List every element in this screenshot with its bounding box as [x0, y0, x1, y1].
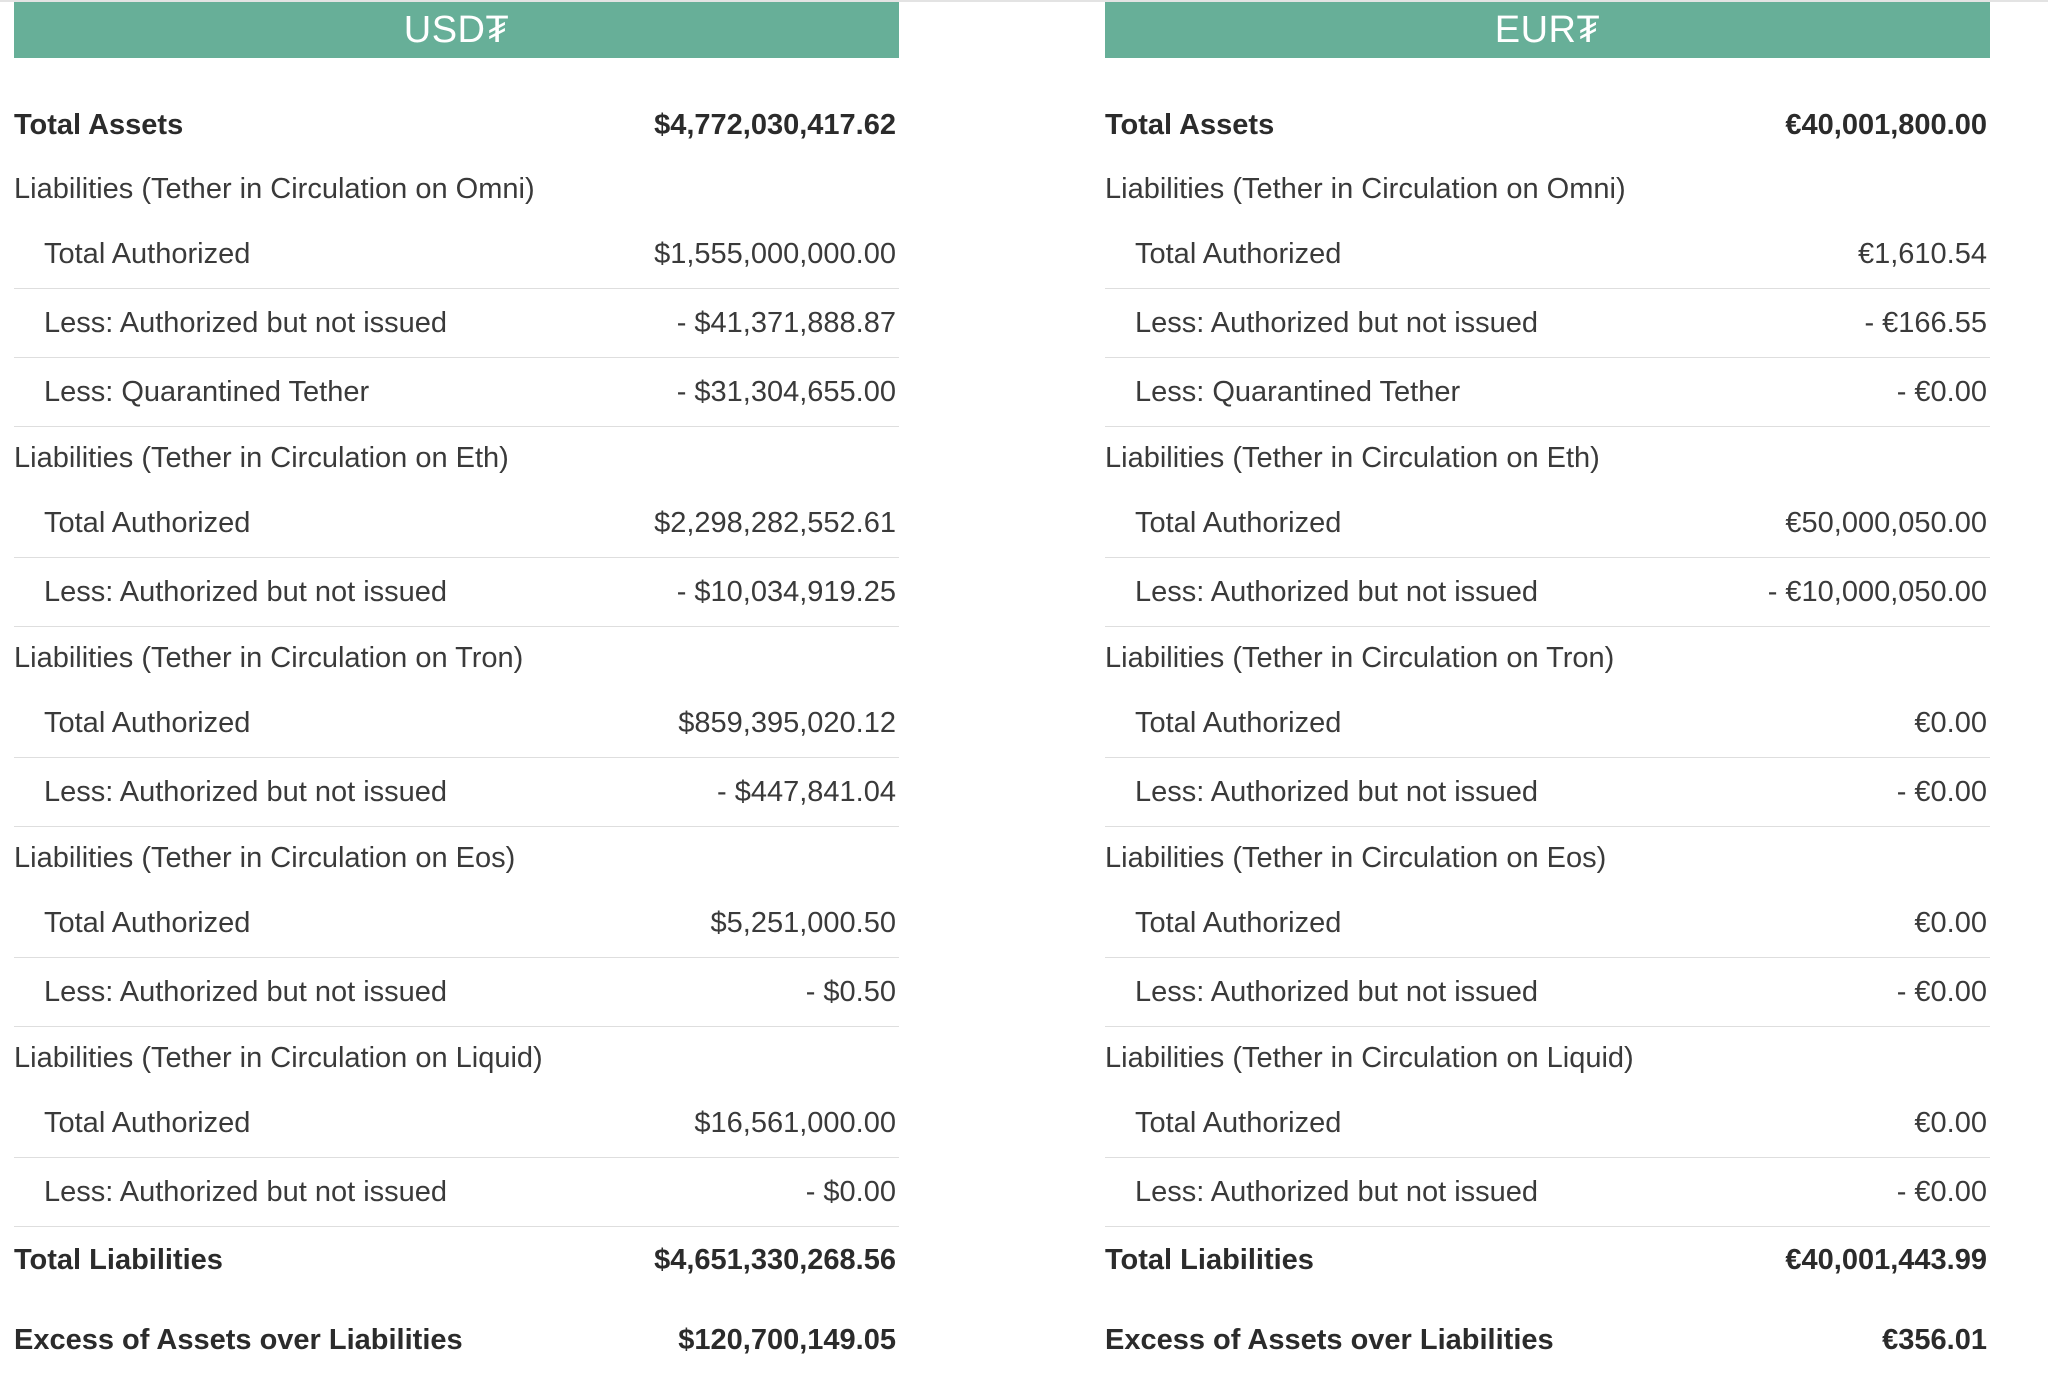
liability-row	[14, 1158, 899, 1227]
row-value: €50,000,050.00	[1785, 506, 1987, 539]
section-heading	[1105, 627, 1990, 689]
row-value: $16,561,000.00	[694, 1106, 896, 1139]
row-label: Total Authorized	[1135, 506, 1342, 539]
section-title: Liabilities (Tether in Circulation on Omni)	[14, 172, 535, 205]
row-value: €0.00	[1914, 1106, 1987, 1139]
row-value: €40,001,443.99	[1785, 1243, 1987, 1276]
section-title: Liabilities (Tether in Circulation on Eth)	[14, 441, 509, 474]
row-value: $859,395,020.12	[678, 706, 896, 739]
row-label: Excess of Assets over Liabilities	[1105, 1323, 1554, 1356]
row-value: $2,298,282,552.61	[654, 506, 896, 539]
liability-row	[1105, 889, 1990, 958]
row-label: Total Authorized	[44, 237, 251, 270]
liability-row	[1105, 489, 1990, 558]
section-title: Liabilities (Tether in Circulation on Liquid)	[14, 1041, 543, 1074]
liability-row	[14, 489, 899, 558]
row-label: Less: Authorized but not issued	[1135, 775, 1539, 808]
row-label: Less: Authorized but not issued	[1135, 575, 1539, 608]
section-heading	[1105, 827, 1990, 889]
section-heading	[14, 827, 899, 889]
liability-row	[1105, 1089, 1990, 1158]
row-label: Less: Authorized but not issued	[44, 306, 448, 339]
row-label: Total Authorized	[44, 506, 251, 539]
panel-header: EUR₮	[1105, 2, 1990, 58]
liability-row	[14, 689, 899, 758]
row-value: - $0.50	[805, 975, 896, 1008]
section-heading	[14, 158, 899, 220]
row-label: Total Authorized	[44, 1106, 251, 1139]
row-label: Less: Authorized but not issued	[44, 775, 448, 808]
eurt-panel	[1105, 2, 1990, 1375]
total-assets-row	[1105, 92, 1990, 158]
row-label: Total Authorized	[1135, 237, 1342, 270]
section-title: Liabilities (Tether in Circulation on Liquid)	[1105, 1041, 1634, 1074]
row-value: - €0.00	[1896, 1175, 1987, 1208]
section-title: Liabilities (Tether in Circulation on Eos)	[14, 841, 516, 874]
row-value: $4,772,030,417.62	[654, 108, 896, 141]
section-heading	[14, 627, 899, 689]
row-label: Less: Authorized but not issued	[1135, 975, 1539, 1008]
row-label: Excess of Assets over Liabilities	[14, 1323, 463, 1356]
row-label: Total Authorized	[1135, 1106, 1342, 1139]
usdt-panel	[14, 2, 899, 1375]
total-assets-row	[14, 92, 899, 158]
row-label: Total Liabilities	[14, 1243, 223, 1276]
row-value: $1,555,000,000.00	[654, 237, 896, 270]
row-value: $4,651,330,268.56	[654, 1243, 896, 1276]
section-title: Liabilities (Tether in Circulation on Omni)	[1105, 172, 1626, 205]
liability-row	[1105, 1158, 1990, 1227]
section-heading	[14, 427, 899, 489]
row-label: Less: Authorized but not issued	[44, 575, 448, 608]
liability-row	[14, 358, 899, 427]
panel-header: USD₮	[14, 2, 899, 58]
row-label: Total Assets	[1105, 108, 1275, 141]
section-heading	[1105, 1027, 1990, 1089]
liability-row	[14, 1089, 899, 1158]
liability-row	[14, 220, 899, 289]
liability-row	[1105, 558, 1990, 627]
row-value: $120,700,149.05	[678, 1323, 896, 1356]
section-title: Liabilities (Tether in Circulation on Eos)	[1105, 841, 1607, 874]
section-heading	[14, 1027, 899, 1089]
liability-row	[1105, 358, 1990, 427]
row-label: Total Authorized	[1135, 906, 1342, 939]
row-label: Total Authorized	[44, 906, 251, 939]
liability-row	[1105, 758, 1990, 827]
section-title: Liabilities (Tether in Circulation on Eth)	[1105, 441, 1600, 474]
liability-row	[1105, 958, 1990, 1027]
row-value: €356.01	[1882, 1323, 1987, 1356]
row-value: - $41,371,888.87	[676, 306, 896, 339]
row-value: - $447,841.04	[717, 775, 896, 808]
row-label: Less: Authorized but not issued	[1135, 1175, 1539, 1208]
total-liabilities-row	[14, 1227, 899, 1293]
row-label: Less: Quarantined Tether	[44, 375, 370, 408]
row-label: Total Assets	[14, 108, 184, 141]
row-value: - $31,304,655.00	[676, 375, 896, 408]
row-value: €0.00	[1914, 906, 1987, 939]
row-value: - €10,000,050.00	[1767, 575, 1987, 608]
row-value: - $0.00	[805, 1175, 896, 1208]
liability-row	[14, 558, 899, 627]
liability-row	[1105, 689, 1990, 758]
excess-row	[14, 1305, 899, 1375]
row-value: €1,610.54	[1857, 237, 1987, 270]
section-title: Liabilities (Tether in Circulation on Tron)	[14, 641, 524, 674]
row-value: €40,001,800.00	[1785, 108, 1987, 141]
row-value: $5,251,000.50	[710, 906, 896, 939]
liability-row	[1105, 289, 1990, 358]
section-title: Liabilities (Tether in Circulation on Tron)	[1105, 641, 1615, 674]
liability-row	[14, 958, 899, 1027]
row-label: Less: Authorized but not issued	[44, 975, 448, 1008]
row-label: Less: Authorized but not issued	[1135, 306, 1539, 339]
row-value: - €0.00	[1896, 775, 1987, 808]
row-value: - $10,034,919.25	[676, 575, 896, 608]
row-label: Total Authorized	[44, 706, 251, 739]
row-label: Less: Authorized but not issued	[44, 1175, 448, 1208]
liability-row	[14, 889, 899, 958]
section-heading	[1105, 158, 1990, 220]
total-liabilities-row	[1105, 1227, 1990, 1293]
section-heading	[1105, 427, 1990, 489]
row-value: €0.00	[1914, 706, 1987, 739]
excess-row	[1105, 1305, 1990, 1375]
row-label: Total Liabilities	[1105, 1243, 1314, 1276]
row-value: - €166.55	[1864, 306, 1987, 339]
liability-row	[14, 758, 899, 827]
row-value: - €0.00	[1896, 975, 1987, 1008]
liability-row	[1105, 220, 1990, 289]
liability-row	[14, 289, 899, 358]
row-label: Total Authorized	[1135, 706, 1342, 739]
row-value: - €0.00	[1896, 375, 1987, 408]
row-label: Less: Quarantined Tether	[1135, 375, 1461, 408]
